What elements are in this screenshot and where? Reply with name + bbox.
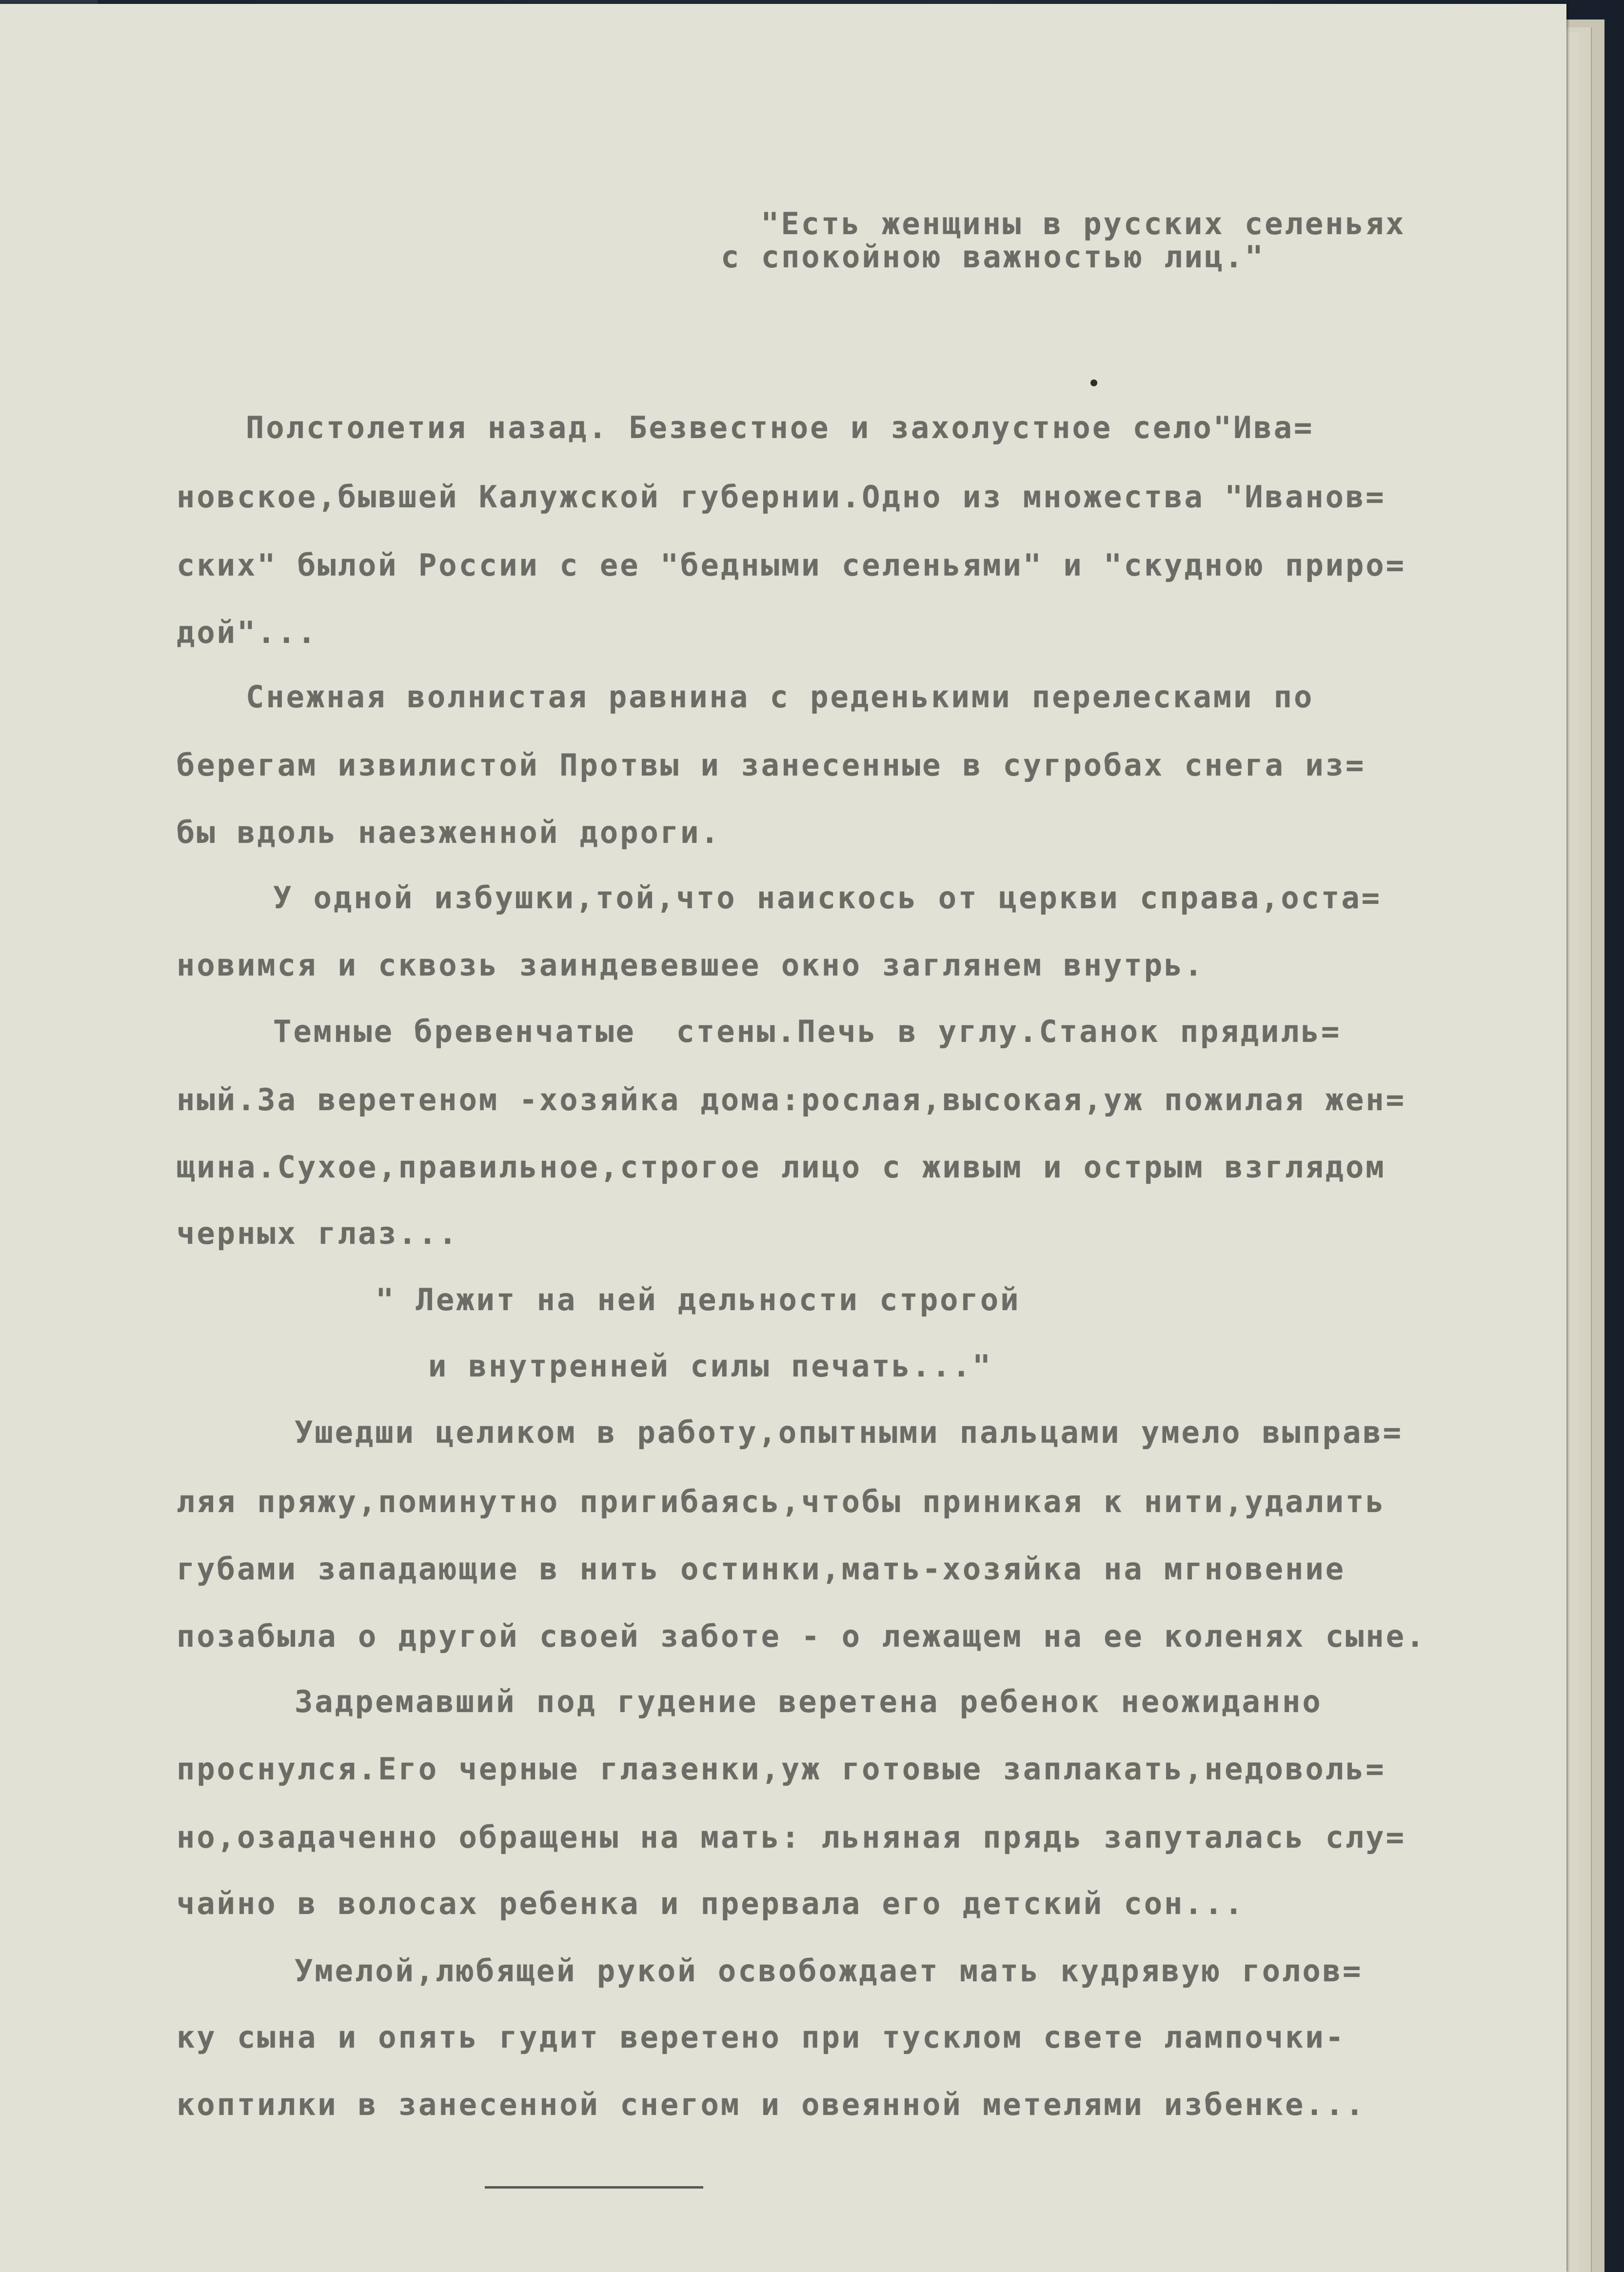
- text-line-6: берегам извилистой Протвы и занесенные в сугробах снега из=: [177, 747, 1366, 783]
- typewritten-page: [0, 4, 1566, 2272]
- text-line-18: Задремавший под гудение веретена ребенок неожиданно: [295, 1684, 1323, 1719]
- text-line-24: коптилки в занесенной снегом и овеянной метелями избенке...: [177, 2087, 1366, 2122]
- text-line-22: Умелой,любящей рукой освобождает мать кудрявую голов=: [295, 1953, 1363, 1989]
- ink-dot: [1090, 379, 1097, 386]
- text-line-23: ку сына и опять гудит веретено при тусклом свете лампочки-: [177, 2019, 1346, 2055]
- text-line-21: чайно в волосах ребенка и прервала его детский сон...: [177, 1886, 1245, 1921]
- text-line-5: Снежная волнистая равнина с реденькими перелесками по: [246, 679, 1314, 715]
- text-line-17: позабыла о другой своей заботе - о лежащем на ее коленях сыне.: [177, 1618, 1426, 1654]
- text-line-9: новимся и сквозь заиндевевшее окно заглянем внутрь.: [177, 947, 1205, 983]
- closing-divider: [485, 2186, 703, 2189]
- text-line-11: ный.За веретеном -хозяйка дома:рослая,высокая,уж пожилая жен=: [177, 1082, 1406, 1117]
- text-line-13: черных глаз...: [177, 1216, 459, 1251]
- text-line-19: проснулся.Его черные глазенки,уж готовые заплакать,недоволь=: [177, 1751, 1386, 1787]
- text-line-4: дой"...: [177, 615, 318, 650]
- text-line-2: новское,бывшей Калужской губернии.Одно из множества "Иванов=: [177, 479, 1386, 515]
- epigraph-line-2: с спокойною важностью лиц.": [721, 239, 1265, 275]
- text-line-7: бы вдоль наезженной дороги.: [177, 815, 721, 850]
- verse-line-2: и внутренней силы печать...": [428, 1348, 993, 1384]
- text-line-15: ляя пряжу,поминутно пригибаясь,чтобы приникая к нити,удалить: [177, 1484, 1386, 1519]
- text-line-16: губами западающие в нить остинки,мать-хозяйка на мгновение: [177, 1551, 1346, 1587]
- text-line-1: Полстолетия назад. Безвестное и захолустное село"Ива=: [246, 410, 1314, 445]
- verse-line-1: " Лежит на ней дельности строгой: [376, 1282, 1021, 1317]
- text-line-14: Ушедши целиком в работу,опытными пальцами умело выправ=: [295, 1415, 1403, 1450]
- text-line-8: У одной избушки,той,что наискось от церкви справа,оста=: [273, 880, 1382, 916]
- text-line-12: щина.Сухое,правильное,строгое лицо с живым и острым взглядом: [177, 1149, 1386, 1185]
- epigraph-line-1: "Есть женщины в русских селеньях: [761, 206, 1406, 241]
- text-line-10: Темные бревенчатые стены.Печь в углу.Станок прядиль=: [273, 1014, 1342, 1049]
- text-line-20: но,озадаченно обращены на мать: льняная прядь запуталась слу=: [177, 1819, 1406, 1855]
- text-line-3: ских" былой России с ее "бедными селеньями" и "скудною приро=: [177, 547, 1406, 583]
